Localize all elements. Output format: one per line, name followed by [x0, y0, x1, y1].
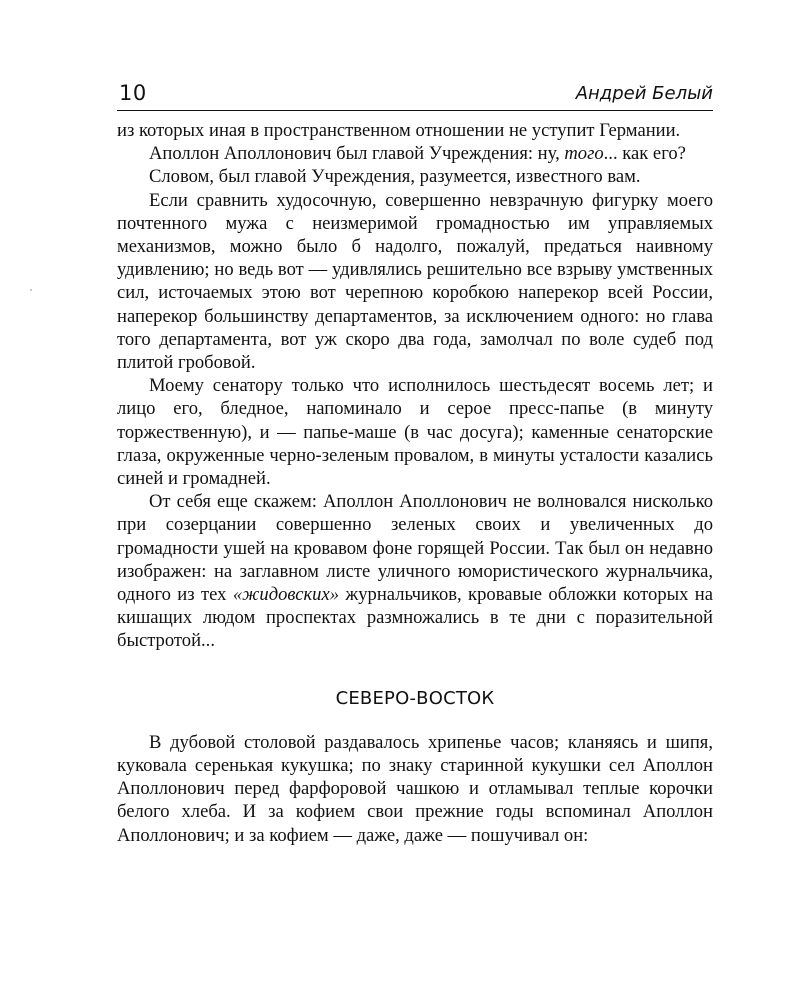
paragraph — [117, 374, 713, 490]
italic-emphasis: того — [564, 143, 604, 165]
paragraph-text: В дубовой столовой раздавалось хрипенье часов; кланяясь и шипя, куковала серенькая кукушка; по знаку старинной кукушки сел Аполлон Аполлонович перед фарфоровой чашкою и отламывал теплые корочки белого хлеба. И за кофием свои прежние годы вспоминал Аполлон Аполлонович; и за кофием — даже, даже — пошучивал он: — [117, 731, 713, 846]
italic-emphasis: «жидовских» — [232, 584, 340, 606]
section-heading: СЕВЕРО-ВОСТОК — [335, 687, 495, 709]
author-name: Андрей Белый — [575, 83, 713, 104]
body-text — [117, 119, 713, 847]
paragraph-text: журнальчиков, кровавые обложки которых на кишащих людом проспектах размножались в те дни с поразительной быстротой... — [117, 584, 713, 652]
paragraph-text: Моему сенатору только что исполнилось шестьдесят восемь лет; и лицо его, бледное, напоминало и серое пресс-папье (в минуту торжественную), и — папье-маше (в час досуга); каменные сенаторские глаза, окруженные черно-зеленым провалом, в минуты усталости казались синей и громадней. — [117, 375, 713, 490]
paragraph-text: От себя еще скажем: Аполлон Аполлонович не волновался нисколько при созерцании совершенно зеленых своих и увеличенных до громадности ушей на кровавом фоне горящей России. Так был он недавно изображен: на заглавном листе уличного юмористического журнальчика, одного из тех — [117, 491, 713, 606]
paragraph-text: ... как его? — [603, 143, 686, 165]
paragraph — [117, 189, 713, 375]
paragraph — [117, 119, 713, 142]
running-head — [117, 78, 713, 111]
paragraph-text: Аполлон Аполлонович был главой Учреждения: ну, — [149, 143, 565, 165]
paragraph — [117, 142, 713, 165]
paragraph-text: Словом, был главой Учреждения, разумеется, известного вам. — [149, 166, 641, 188]
scan-speck — [30, 289, 32, 291]
paragraph-text: из которых иная в пространственном отношении не уступит Германии. — [117, 120, 681, 141]
paragraph — [117, 490, 713, 652]
paragraph-text: Если сравнить худосочную, совершенно невзрачную фигурку моего почтенного мужа с неизмеримой громадностью им управляемых механизмов, можно было б надолго, пожалуй, предаться наивному удивлению; но ведь вот — удивлялись решительно все взрыву умственных сил, источаемых этою вот черепною коробкою наперекор всей России, наперекор большинству департаментов, за исключением одного: но глава того департамента, вот уж скоро два года, замолчал по воле судеб под плитой гробовой. — [117, 189, 713, 374]
paragraph — [117, 731, 713, 847]
book-page — [117, 78, 713, 847]
paragraph — [117, 165, 713, 188]
page-number: 10 — [119, 81, 147, 105]
